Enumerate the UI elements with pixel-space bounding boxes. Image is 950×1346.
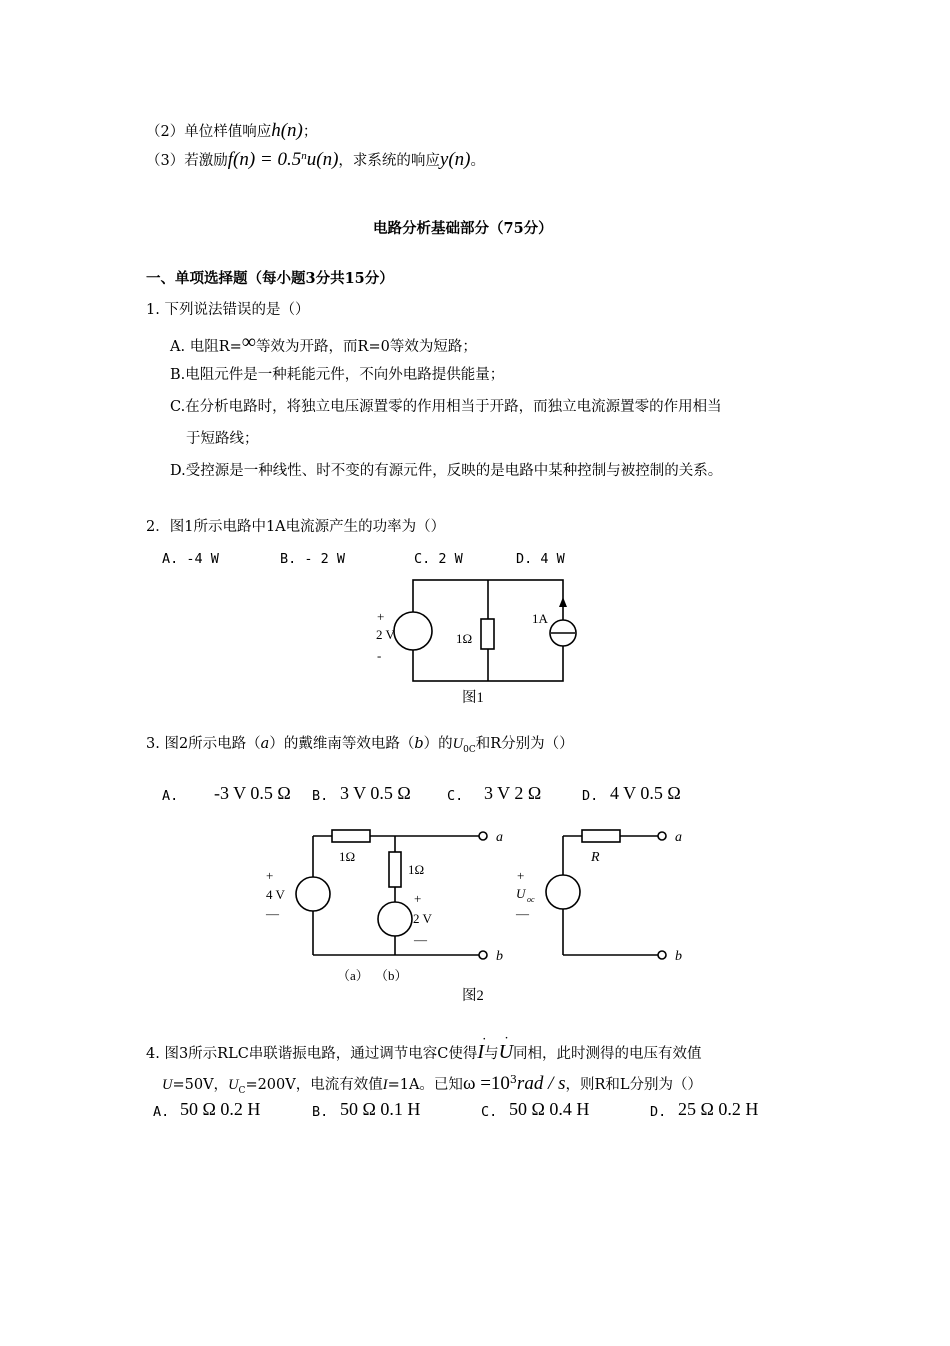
q4-option-d-value: 25 Ω 0.2 H — [678, 1099, 759, 1119]
q1-a-post: 等效为开路，而R=0等效为短路； — [256, 339, 477, 355]
fig2a-plus1: + — [266, 868, 274, 883]
item-3-suffix: 。 — [470, 153, 485, 169]
q3-option-c-label: C. — [447, 788, 464, 804]
q4-line2-omega: ω =10 — [462, 1073, 510, 1094]
q4-line2-u-val: =50V， — [172, 1077, 229, 1093]
fig1-resistor-label: 1Ω — [456, 631, 473, 646]
q4-line2-i: I — [382, 1077, 388, 1093]
q4-u-symbol: U — [498, 1041, 514, 1063]
fig2-caption: 图2 — [462, 988, 484, 1004]
fig1-resistor-icon — [481, 619, 494, 649]
fig2a-terminal-b-label: b — [496, 949, 503, 964]
fig2b-terminal-b-label: b — [675, 949, 682, 964]
q3-option-b-label: B. — [312, 788, 329, 804]
item-2-suffix: ； — [302, 124, 318, 140]
fig1-voltage-label: 2 V — [376, 627, 395, 642]
q4-line2-exp: 3 — [509, 1073, 517, 1087]
fig1-current-label: 1A — [532, 611, 548, 626]
q4-line1-post: 同相，此时测得的电压有效值 — [513, 1046, 702, 1062]
part1-title: 一、单项选择题（每小题3分共15分） — [146, 270, 394, 287]
q3-stem-mid2: ）的 — [423, 736, 453, 752]
fig1-arrow-icon — [559, 597, 567, 607]
q3-stem-u: U — [452, 736, 464, 752]
fig2a-terminal-a-label: a — [496, 830, 503, 845]
q2-option-d: D. 4 W — [516, 551, 565, 567]
q1-a-infinity: ∞ — [241, 331, 257, 353]
item-2-math: h(n) — [271, 120, 303, 141]
fig2-subcaption-a: （a） — [337, 968, 369, 983]
q4-i-symbol: I — [477, 1041, 485, 1063]
item-3-mid: ，求系统的响应 — [338, 153, 440, 169]
q4-line2-uc-val: =200V，电流有效值 — [245, 1077, 383, 1093]
q4-option-a-value: 50 Ω 0.2 H — [180, 1099, 261, 1119]
q4-line2-u: U — [162, 1077, 173, 1093]
q1-option-c-line1: C.在分析电路时，将独立电压源置零的作用相当于开路，而独立电流源置零的作用相当 — [170, 399, 722, 415]
q3-stem-post: 和R分别为（） — [475, 736, 574, 752]
q4-line2-i-val: =1A。已知 — [387, 1077, 463, 1093]
fig2b-terminal-a-label: a — [675, 830, 682, 845]
fig2b-minus: — — [516, 906, 529, 921]
fig2a-voltage-source-2v-icon — [378, 902, 412, 936]
fig2a-series-resistor-icon — [332, 830, 370, 842]
q4-i-dot: · — [482, 1032, 487, 1046]
q4-line1-pre: 4. 图3所示RLC串联谐振电路，通过调节电容C使得 — [146, 1046, 478, 1062]
q4-line2-unit: rad / s — [516, 1073, 566, 1094]
fig2a-minus2: — — [414, 932, 427, 947]
fig2a-v1-label: 4 V — [266, 887, 285, 902]
fig2a-voltage-source-4v-icon — [296, 877, 330, 911]
fig1-plus: + — [377, 609, 385, 624]
fig2a-minus1: — — [266, 906, 279, 921]
section-title: 电路分析基础部分（75分） — [373, 220, 553, 237]
q4-option-a-label: A. — [153, 1104, 170, 1120]
figure-1 — [394, 580, 576, 681]
fig2b-uoc-sub: oc — [527, 895, 535, 904]
q3-stem-mid1: ）的戴维南等效电路（ — [269, 736, 415, 752]
q4-option-d-label: D. — [650, 1104, 667, 1120]
q1-stem: 1. 下列说法错误的是（） — [146, 302, 310, 318]
fig2b-terminal-b-icon — [658, 951, 666, 959]
q2-option-a: A. -4 W — [162, 551, 219, 567]
fig2b-uoc-u: U — [516, 886, 526, 901]
q1-option-d: D.受控源是一种线性、时不变的有源元件，反映的是电路中某种控制与被控制的关系。 — [170, 463, 723, 479]
q3-option-a-label: A. — [162, 788, 179, 804]
fig2a-r2-label: 1Ω — [408, 862, 425, 877]
figure-2b — [546, 830, 666, 959]
fig2a-v2-label: 2 V — [413, 911, 432, 926]
figure-2a — [296, 830, 487, 959]
q4-line2-uc-sub: C — [238, 1085, 246, 1096]
fig2-subcaption-b: （b） — [375, 968, 408, 983]
fig2b-resistor-icon — [582, 830, 620, 842]
fig2a-shunt-resistor-icon — [389, 852, 401, 887]
q3-stem-a: a — [260, 736, 270, 752]
q4-line2-post: ，则R和L分别为（） — [565, 1077, 703, 1093]
item-3-math-y: y(n) — [439, 149, 471, 170]
item-2-prefix: （2）单位样值响应 — [146, 124, 272, 140]
q3-stem-pre: 3. 图2所示电路（ — [146, 736, 261, 752]
fig2b-plus: + — [517, 868, 525, 883]
q4-option-b-value: 50 Ω 0.1 H — [340, 1099, 421, 1119]
q1-option-c-line2: 于短路线； — [186, 431, 259, 447]
fig2a-terminal-a-icon — [479, 832, 487, 840]
fig2b-r-label: R — [591, 850, 600, 865]
q3-stem-b: b — [414, 736, 424, 752]
fig1-caption: 图1 — [462, 690, 484, 706]
q4-u-dot: · — [504, 1031, 509, 1045]
q3-option-a-value: -3 V 0.5 Ω — [214, 783, 291, 803]
fig2b-voltage-source-icon — [546, 875, 580, 909]
item-3-prefix: （3）若激励 — [146, 153, 228, 169]
q4-line2-uc: U — [228, 1077, 239, 1093]
q2-option-c: C. 2 W — [414, 551, 463, 567]
item-3-math-u: u(n) — [306, 149, 339, 170]
fig2b-terminal-a-icon — [658, 832, 666, 840]
fig2a-r1-label: 1Ω — [339, 849, 356, 864]
q3-option-d-value: 4 V 0.5 Ω — [610, 783, 681, 803]
q4-option-c-label: C. — [481, 1104, 498, 1120]
fig1-minus: - — [377, 648, 382, 663]
q3-option-b-value: 3 V 0.5 Ω — [340, 783, 411, 803]
q3-stem-oc: 0C — [463, 744, 476, 755]
q3-option-c-value: 3 V 2 Ω — [484, 783, 542, 803]
fig2a-plus2: + — [414, 891, 422, 906]
fig1-voltage-source-icon — [394, 612, 432, 650]
item-3-math-exp: n — [301, 150, 307, 163]
q4-option-c-value: 50 Ω 0.4 H — [509, 1099, 590, 1119]
q3-option-d-label: D. — [582, 788, 599, 804]
q1-a-pre: A. 电阻R= — [170, 339, 242, 355]
q4-option-b-label: B. — [312, 1104, 329, 1120]
fig2a-terminal-b-icon — [479, 951, 487, 959]
q4-line1-yu: 与 — [484, 1046, 499, 1062]
q1-option-b: B.电阻元件是一种耗能元件，不向外电路提供能量； — [170, 367, 505, 383]
q2-option-b: B. - 2 W — [280, 551, 346, 567]
q2-stem: 2．图1所示电路中1A电流源产生的功率为（） — [146, 519, 446, 535]
item-3-math-f: f(n) = 0.5 — [227, 149, 302, 170]
